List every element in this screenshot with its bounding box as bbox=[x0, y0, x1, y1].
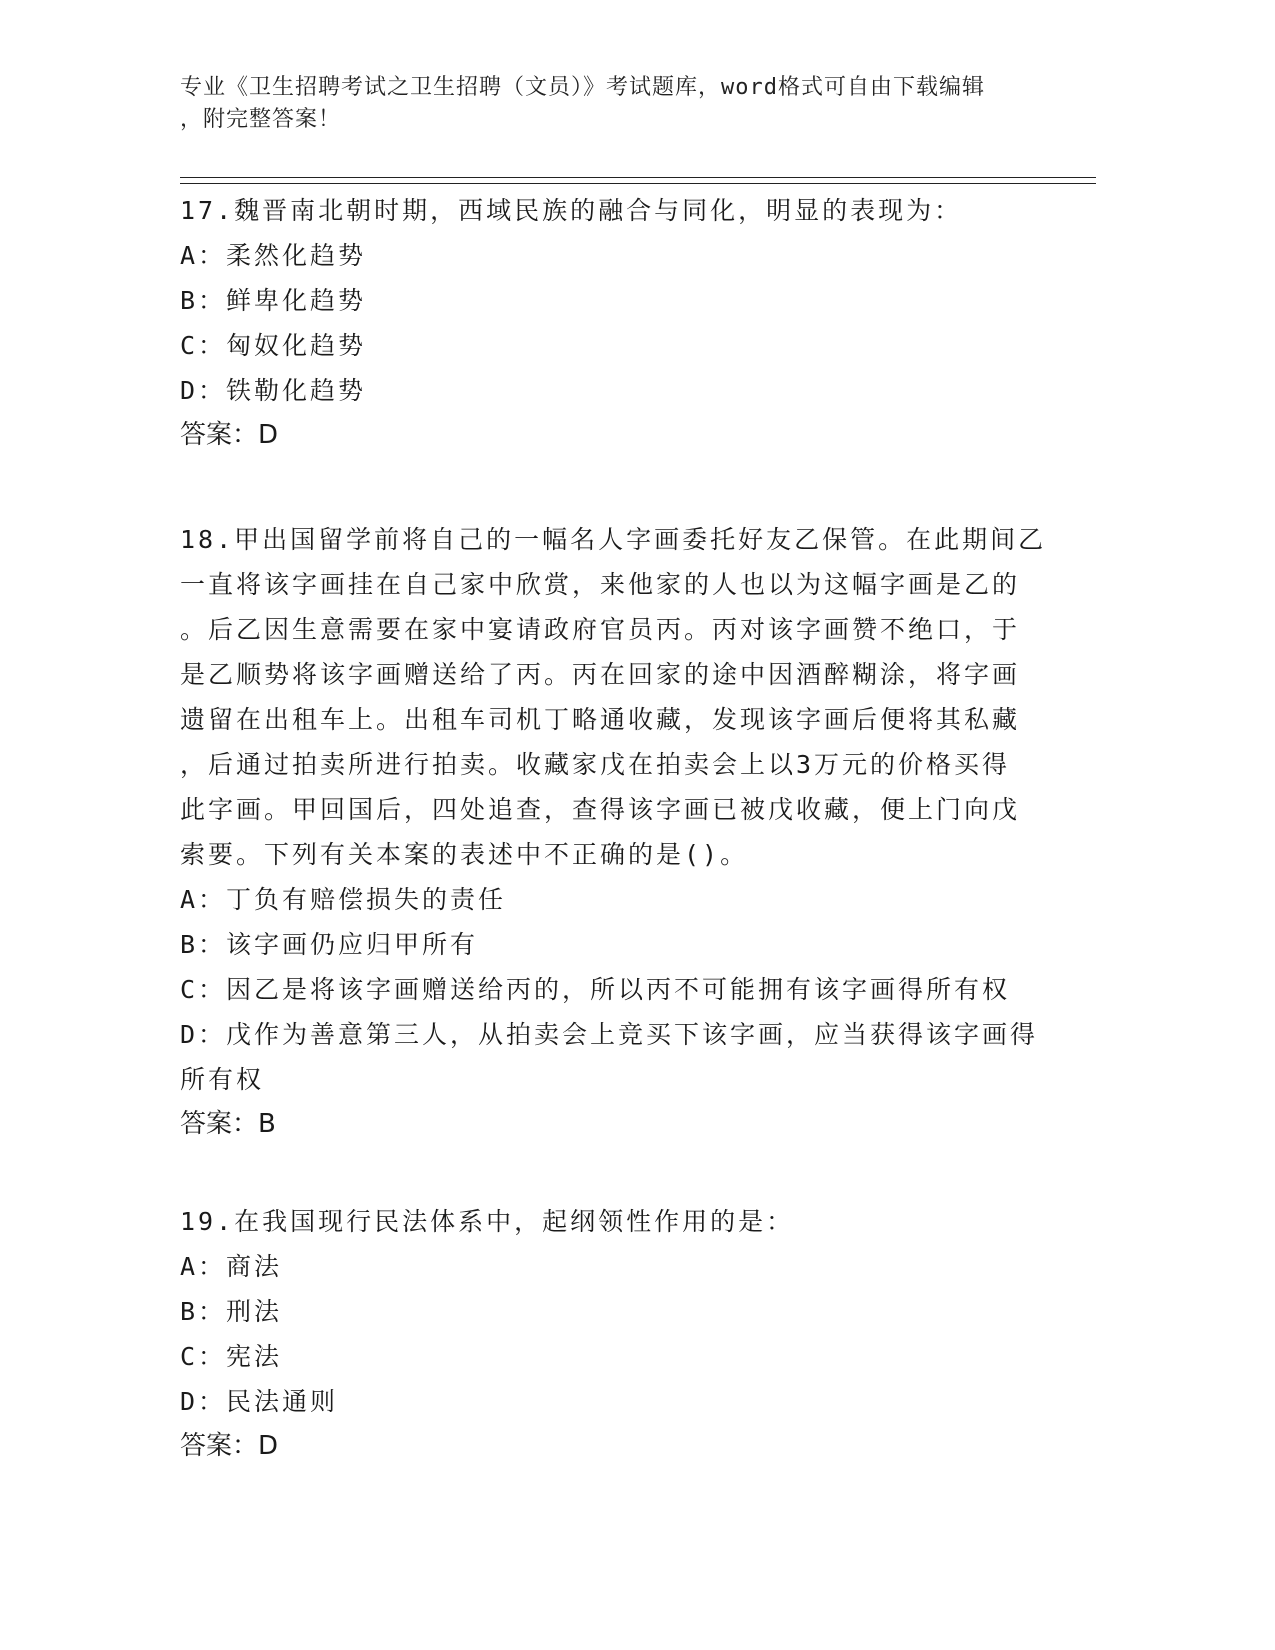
option-d: D：铁勒化趋势 bbox=[180, 376, 367, 405]
option-c: C：宪法 bbox=[180, 1342, 283, 1371]
option-b: B：鲜卑化趋势 bbox=[180, 286, 367, 315]
option-a: A：柔然化趋势 bbox=[180, 241, 367, 270]
option-d: D：戊作为善意第三人，从拍卖会上竞买下该字画，应当获得该字画得 bbox=[180, 1020, 1039, 1049]
question-stem-line: 17.魏晋南北朝时期，西域民族的融合与同化，明显的表现为： bbox=[180, 196, 963, 225]
question-stem-line: 遗留在出租车上。出租车司机丁略通收藏，发现该字画后便将其私藏 bbox=[180, 705, 1021, 734]
question-stem-line: 。后乙因生意需要在家中宴请政府官员丙。丙对该字画赞不绝口，于 bbox=[180, 615, 1021, 644]
answer-label: 答案：B bbox=[180, 1109, 276, 1139]
header-divider-bottom bbox=[180, 183, 1096, 184]
header-line-2: ，附完整答案！ bbox=[180, 107, 342, 132]
question-stem-line: 一直将该字画挂在自己家中欣赏，来他家的人也以为这幅字画是乙的 bbox=[180, 570, 1021, 599]
question-stem-line: 是乙顺势将该字画赠送给了丙。丙在回家的途中因酒醉糊涂，将字画 bbox=[180, 660, 1021, 689]
option-d-continuation: 所有权 bbox=[180, 1065, 265, 1094]
question-stem-line: ，后通过拍卖所进行拍卖。收藏家戊在拍卖会上以3万元的价格买得 bbox=[180, 750, 1011, 779]
option-d: D：民法通则 bbox=[180, 1387, 339, 1416]
question-spacer bbox=[180, 1147, 1080, 1199]
option-a: A：商法 bbox=[180, 1252, 283, 1281]
question-stem-line: 18.甲出国留学前将自己的一幅名人字画委托好友乙保管。在此期间乙 bbox=[180, 525, 1047, 554]
option-b: B：该字画仍应归甲所有 bbox=[180, 930, 479, 959]
question-stem-line: 19.在我国现行民法体系中，起纲领性作用的是： bbox=[180, 1207, 795, 1236]
option-c: C：因乙是将该字画赠送给丙的，所以丙不可能拥有该字画得所有权 bbox=[180, 975, 1011, 1004]
option-b: B：刑法 bbox=[180, 1297, 283, 1326]
question-stem-line: 此字画。甲回国后，四处追查，查得该字画已被戊收藏，便上门向戊 bbox=[180, 795, 1021, 824]
document-header bbox=[180, 72, 1080, 136]
question-block bbox=[180, 517, 1080, 1147]
question-list bbox=[180, 188, 1080, 1469]
option-a: A：丁负有赔偿损失的责任 bbox=[180, 885, 507, 914]
question-stem-line: 索要。下列有关本案的表述中不正确的是()。 bbox=[180, 840, 749, 869]
question-spacer bbox=[180, 458, 1080, 517]
answer-label: 答案：D bbox=[180, 1431, 279, 1461]
header-divider-top bbox=[180, 177, 1096, 178]
header-line-1: 专业《卫生招聘考试之卫生招聘（文员）》考试题库，word格式可自由下载编辑 bbox=[180, 75, 985, 100]
question-block bbox=[180, 188, 1080, 458]
option-c: C：匈奴化趋势 bbox=[180, 331, 367, 360]
question-block bbox=[180, 1199, 1080, 1469]
answer-label: 答案：D bbox=[180, 420, 279, 450]
